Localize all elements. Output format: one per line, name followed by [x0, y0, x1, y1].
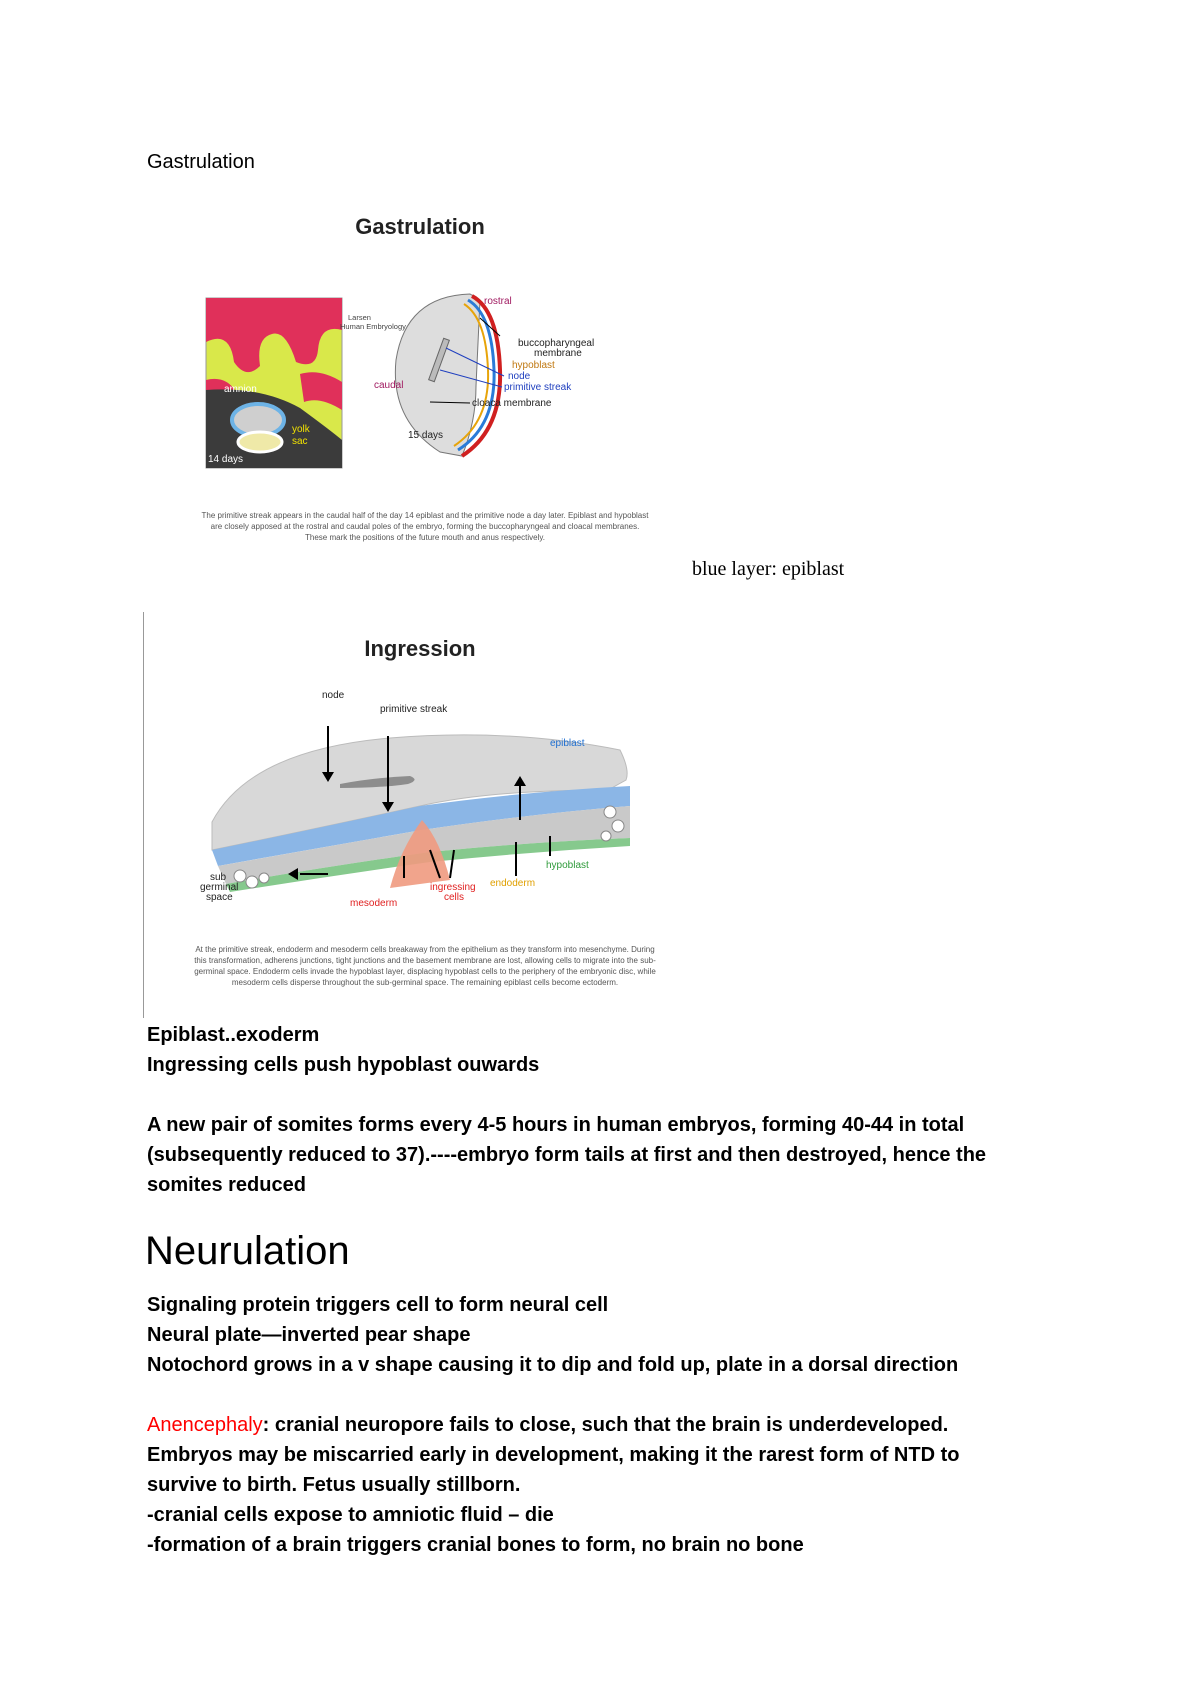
section-heading-gastrulation: Gastrulation: [147, 151, 255, 173]
ingression-diagram: [190, 680, 650, 930]
label-node: node: [508, 371, 531, 382]
note-ingressing-cells: Ingressing cells push hypoblast ouwards: [147, 1054, 540, 1076]
label-hypoblast: hypoblast: [546, 860, 589, 871]
label-yolk: yolk: [292, 424, 310, 435]
anencephaly-line-5: -formation of a brain triggers cranial bones to form, no brain no bone: [147, 1534, 804, 1556]
label-hypoblast-top: hypoblast: [512, 360, 555, 371]
label-node-ingression: node: [322, 690, 345, 701]
source-larsen: Larsen: [348, 313, 371, 322]
figure1-caption: The primitive streak appears in the caudal half of the day 14 epiblast and the primitive node a day later. Epiblast and hypoblast are closely apposed at the rostral and caudal poles of the embryo, forming the buccopharyngeal and cloacal membranes. These mark the positions of the future mouth and anus respectively.: [201, 511, 649, 542]
figure-title-gastrulation: Gastrulation: [355, 214, 485, 239]
label-caudal: caudal: [374, 380, 404, 391]
label-primitive-streak-top: primitive streak: [504, 382, 572, 393]
label-endoderm: endoderm: [490, 878, 536, 889]
label-cloaca-membrane: cloaca membrane: [472, 398, 552, 409]
neurulation-line-2: Neural plate—inverted pear shape: [147, 1324, 471, 1346]
figure2-caption: At the primitive streak, endoderm and mesoderm cells breakaway from the epithelium as they transform into mesenchyme. During this transformation, adherens junctions, tight junctions and the basement membrane are lost, allowing cells to migrate into the sub-germinal space. Endoderm cells invade the hypoblast layer, displacing hypoblast cells to the periphery of the embryonic disc, while mesoderm cells disperse throughout the sub-germinal space. The remaining epiblast cells become ectoderm.: [194, 945, 656, 987]
label-15-days: 15 days: [408, 430, 444, 441]
label-space: space: [206, 892, 233, 903]
label-buccopharyngeal: buccopharyngeal: [518, 338, 595, 349]
label-sac: sac: [292, 436, 308, 447]
somites-line-1: A new pair of somites forms every 4-5 hours in human embryos, forming 40-44 in total: [147, 1114, 965, 1136]
figure-title-ingression: Ingression: [364, 636, 476, 661]
section-14-days: [206, 298, 342, 468]
somites-line-2: (subsequently reduced to 37).----embryo form tails at first and then destroyed, hence the: [147, 1144, 987, 1166]
label-ingressing: ingressing: [430, 882, 476, 893]
label-amnion: amnion: [224, 384, 257, 395]
label-membrane: membrane: [534, 348, 582, 359]
anencephaly-definition: : cranial neuropore fails to close, such that the brain is underdeveloped.: [262, 1414, 949, 1436]
anencephaly-line-2: Embryos may be miscarried early in development, making it the rarest form of NTD to: [147, 1444, 960, 1466]
neurulation-line-3: Notochord grows in a v shape causing it to dip and fold up, plate in a dorsal direction: [147, 1354, 959, 1376]
somites-line-3: somites reduced: [147, 1174, 306, 1196]
label-cells: cells: [444, 892, 465, 903]
note-epiblast-exoderm: Epiblast..exoderm: [147, 1024, 320, 1046]
anencephaly-line-3: survive to birth. Fetus usually stillborn.: [147, 1474, 521, 1496]
gastrulation-diagram: [200, 290, 660, 480]
neurulation-line-1: Signaling protein triggers cell to form neural cell: [147, 1294, 609, 1316]
label-primitive-streak: primitive streak: [380, 704, 448, 715]
embryo-15-days: [340, 294, 594, 456]
source-human-embryology: Human Embryology: [340, 322, 406, 331]
label-sub: sub: [210, 872, 227, 883]
figure2-left-border: [143, 612, 144, 1018]
label-epiblast: epiblast: [550, 738, 585, 749]
note-blue-layer: blue layer: epiblast: [692, 558, 845, 580]
label-rostral: rostral: [484, 296, 512, 307]
label-mesoderm: mesoderm: [350, 898, 398, 909]
label-14-days: 14 days: [208, 454, 244, 465]
section-heading-neurulation: Neurulation: [145, 1229, 350, 1273]
anencephaly-line-1: [147, 1410, 948, 1440]
anencephaly-term: Anencephaly: [147, 1414, 263, 1436]
label-germinal: germinal: [200, 882, 239, 893]
anencephaly-line-4: -cranial cells expose to amniotic fluid – die: [147, 1504, 554, 1526]
